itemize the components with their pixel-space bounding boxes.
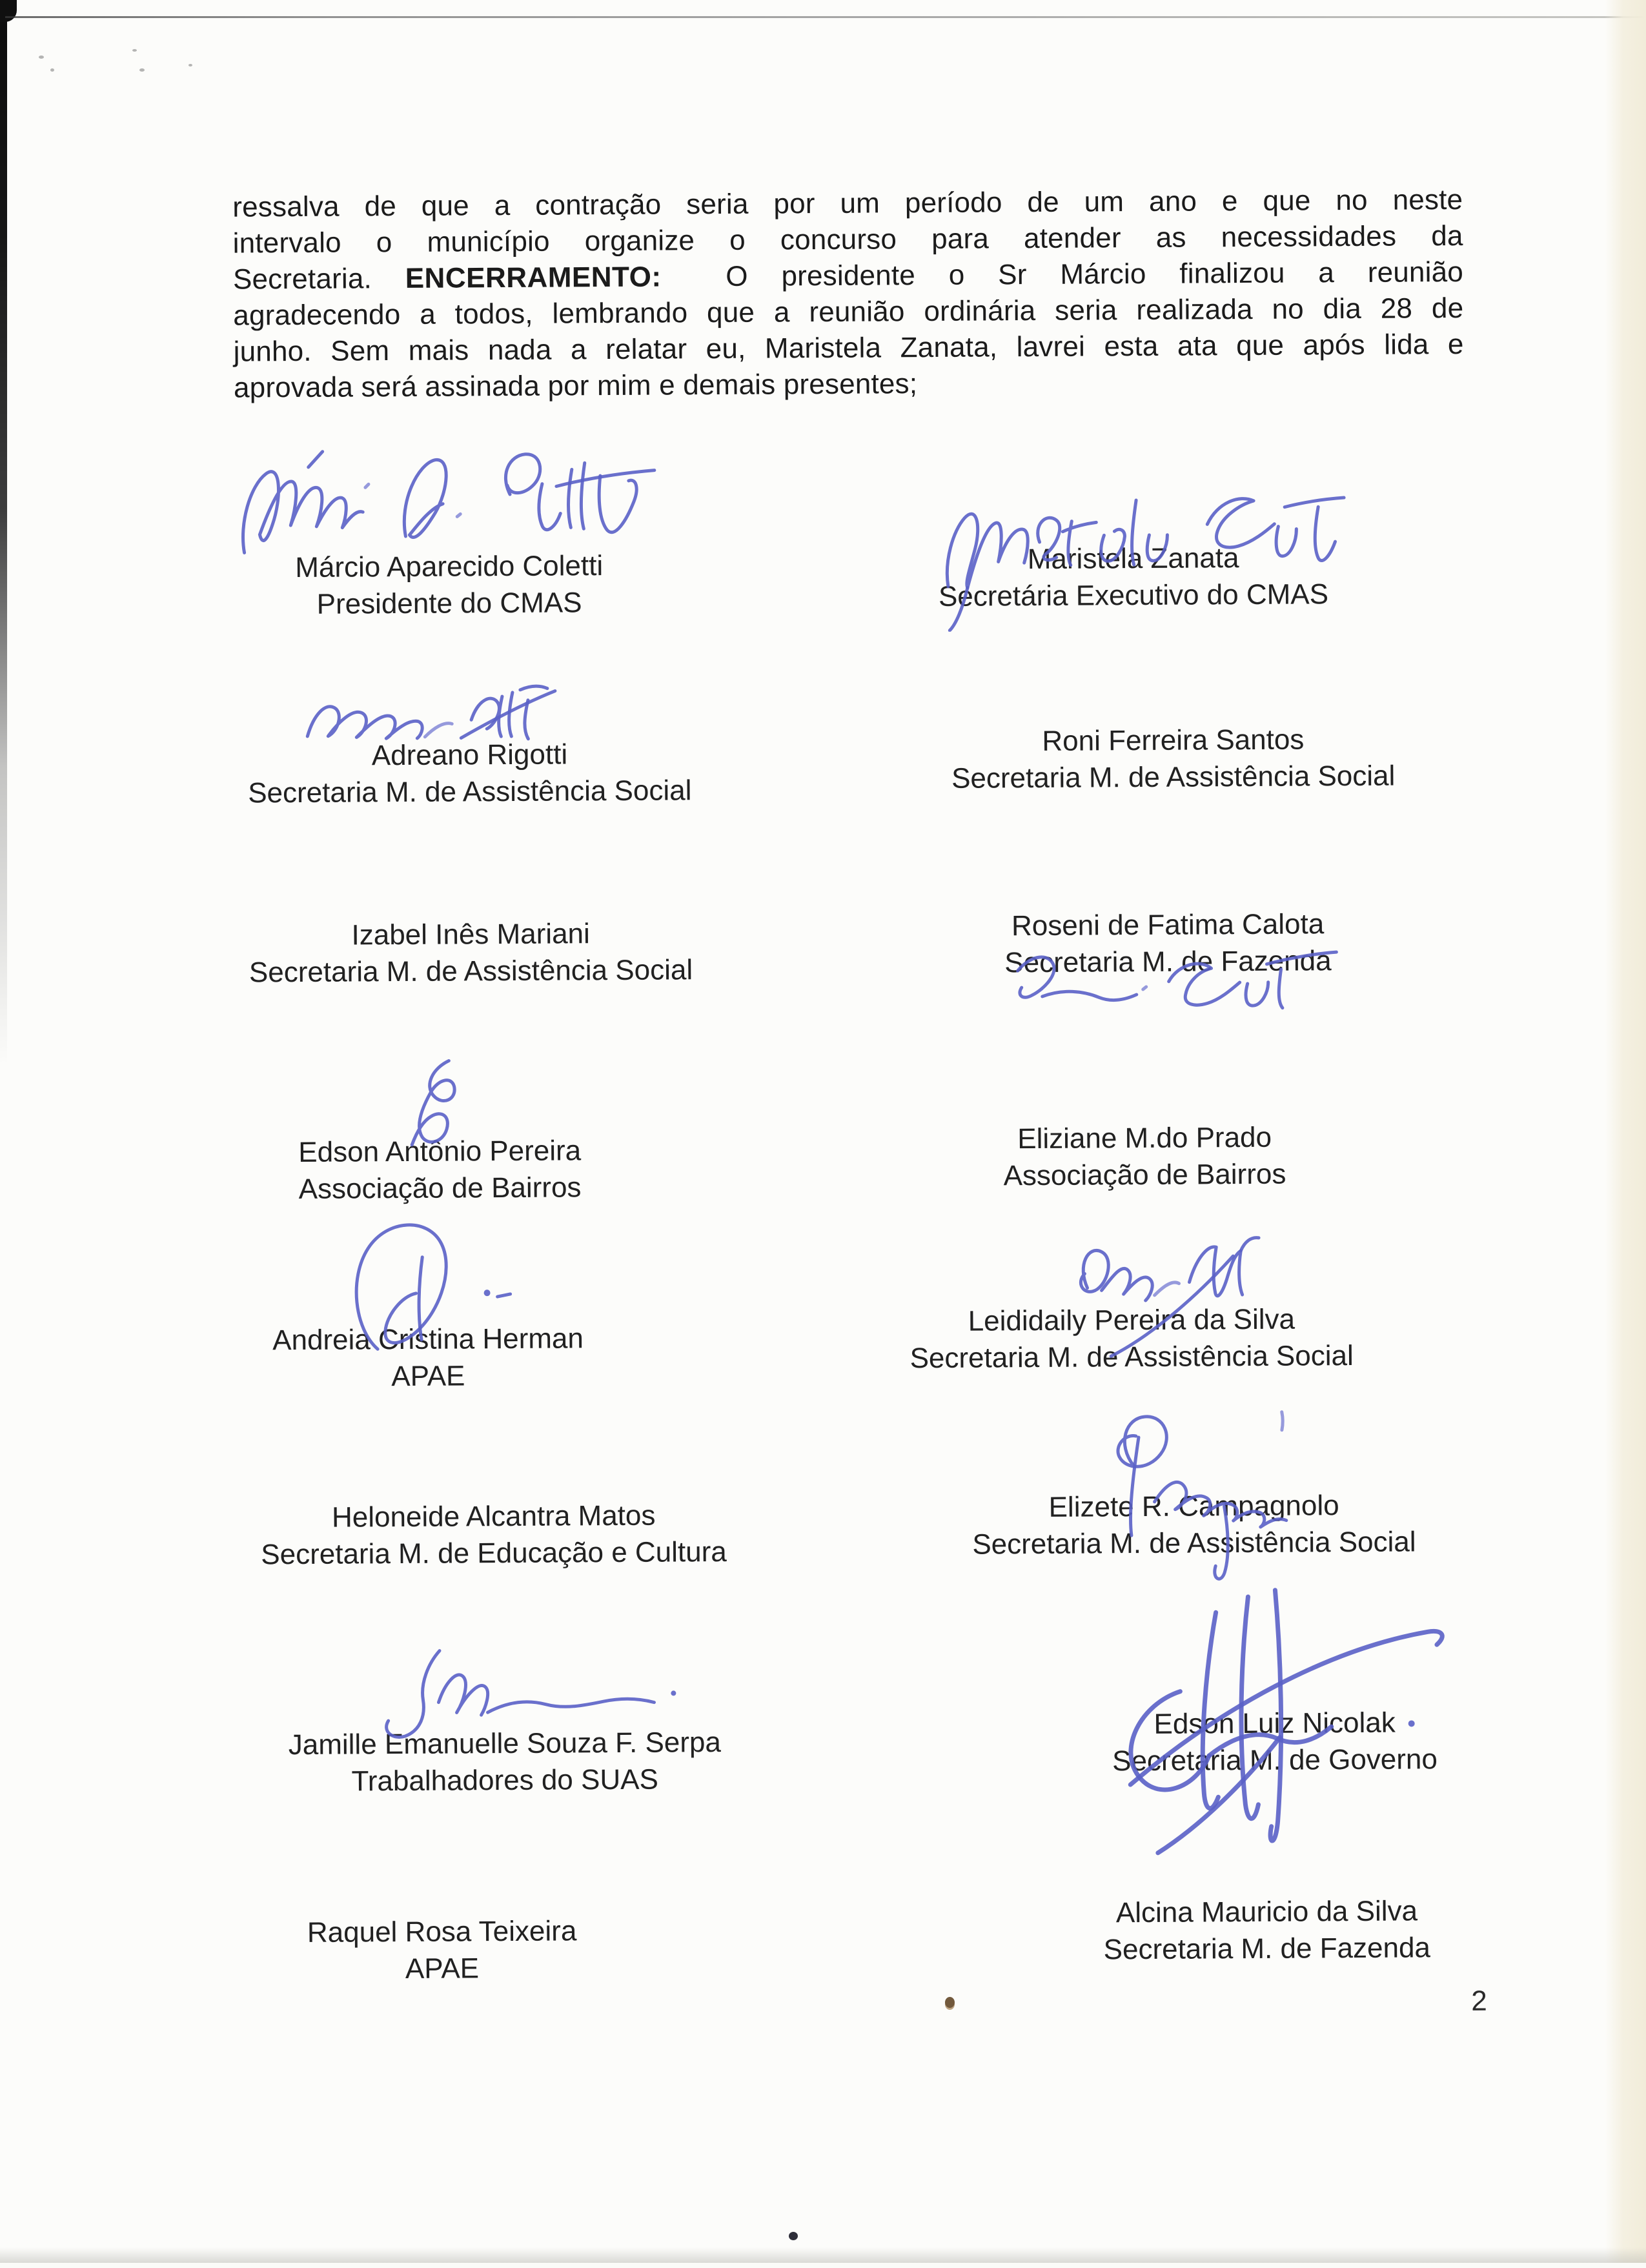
- scan-left-edge-shadow: [0, 0, 7, 1065]
- encerramento-heading: ENCERRAMENTO:: [405, 261, 662, 294]
- signatory-role: Secretaria M. de Assistência Social: [951, 760, 1396, 795]
- signatory-name: Edson Luiz Nicolak: [1153, 1706, 1396, 1740]
- signatory-name: Raquel Rosa Teixeira: [307, 1915, 577, 1949]
- signatory-role: Trabalhadores do SUAS: [351, 1763, 659, 1797]
- signatory-name: Márcio Aparecido Coletti: [295, 550, 604, 583]
- signatory-role: Associação de Bairros: [298, 1171, 582, 1205]
- page-number: 2: [1471, 1985, 1487, 2017]
- scan-speck: [188, 64, 192, 66]
- signatory-role: Secretaria M. de Assistência Social: [972, 1526, 1416, 1561]
- signatory-block-roni-santos: [882, 720, 1464, 797]
- signatory-name: Edson Antônio Pereira: [298, 1135, 582, 1168]
- signatory-name: Alcina Mauricio da Silva: [1115, 1895, 1418, 1929]
- ink-dot: [789, 2232, 798, 2240]
- signatory-block-marcio-coletti: [159, 547, 740, 623]
- signatory-block-alcina-silva: [976, 1892, 1558, 1969]
- signatory-role: Presidente do CMAS: [316, 587, 582, 620]
- signatory-name: Jamille Emanuelle Souza F. Serpa: [288, 1726, 722, 1761]
- paragraph-line: junho. Sem mais nada a relatar eu, Maristela Zanata, lavrei esta ata que após lida e: [233, 328, 1464, 368]
- signatory-block-edson-nicolak: [984, 1703, 1566, 1780]
- signatory-name: Elizete R. Campagnolo: [1048, 1490, 1339, 1523]
- signatory-name: Izabel Inês Mariani: [351, 918, 590, 951]
- signatory-name: Heloneide Alcantra Matos: [331, 1499, 656, 1534]
- signatory-block-roseni-calota: [877, 905, 1459, 982]
- signatory-role: Secretaria M. de Assistência Social: [909, 1339, 1354, 1375]
- paragraph-line: agradecendo a todos, lembrando que a reunião ordinária seria realizada no dia 28 de: [233, 292, 1464, 332]
- signatory-block-izabel-mariani: [180, 915, 762, 991]
- signatory-role: Secretaria M. de Assistência Social: [249, 954, 693, 989]
- signatory-role: Secretária Executivo do CMAS: [938, 578, 1329, 613]
- body-paragraph: [232, 182, 1464, 407]
- signatory-name: Andreia Cristina Herman: [272, 1322, 584, 1357]
- scan-speck: [39, 56, 44, 59]
- signatory-name: Roseni de Fatima Calota: [1011, 908, 1325, 942]
- paragraph-text: Secretaria.: [232, 263, 372, 296]
- signatory-block-edson-pereira: [149, 1131, 731, 1208]
- signatory-role: Secretaria M. de Assistência Social: [248, 775, 692, 809]
- signatory-block-adreano-rigotti: [179, 735, 760, 812]
- paragraph-line: aprovada será assinada por mim e demais presentes;: [233, 368, 918, 404]
- signatory-role: APAE: [391, 1360, 465, 1393]
- paragraph-text: O presidente o Sr Márcio finalizou a reunião: [726, 256, 1464, 292]
- paper-top-edge-line: [5, 16, 1646, 18]
- signatory-role: Secretaria M. de Fazenda: [1004, 945, 1332, 979]
- signatory-block-leididaily-silva: [841, 1300, 1423, 1377]
- scan-speck: [139, 68, 145, 72]
- paragraph-line: intervalo o município organize o concurso para atender as necessidades da: [232, 219, 1463, 259]
- scan-speck: [50, 68, 54, 72]
- signatory-block-andreia-herman: [137, 1319, 719, 1396]
- paragraph-line: ressalva de que a contração seria por um período de um ano e que no neste: [232, 183, 1463, 223]
- signatory-name: Maristela Zanata: [1027, 542, 1239, 576]
- signatory-block-raquel-teixeira: [151, 1912, 733, 1989]
- scan-bottom-edge-noise: [0, 2247, 1646, 2263]
- signatory-name: Roni Ferreira Santos: [1042, 724, 1305, 757]
- signatory-role: APAE: [405, 1952, 480, 1985]
- signatory-block-heloneide-matos: [203, 1496, 785, 1573]
- signatory-block-maristela-zanata: [842, 538, 1424, 615]
- signatory-role: Secretaria M. de Educação e Cultura: [261, 1535, 727, 1571]
- scan-stain: [945, 1997, 955, 2008]
- signatory-name: Eliziane M.do Prado: [1017, 1121, 1272, 1155]
- signatory-block-jamille-serpa: [214, 1723, 796, 1800]
- scan-right-edge-tint: [1605, 0, 1646, 2263]
- signatory-block-eliziane-prado: [854, 1118, 1436, 1195]
- signatory-role: Secretaria M. de Governo: [1112, 1743, 1438, 1777]
- scan-speck: [132, 49, 137, 52]
- signatory-role: Secretaria M. de Fazenda: [1103, 1932, 1431, 1966]
- signatory-name: Leididaily Pereira da Silva: [968, 1303, 1295, 1337]
- signatory-name: Adreano Rigotti: [371, 738, 568, 772]
- signatory-role: Associação de Bairros: [1003, 1158, 1286, 1192]
- signatory-block-elizete-campagnolo: [903, 1486, 1485, 1563]
